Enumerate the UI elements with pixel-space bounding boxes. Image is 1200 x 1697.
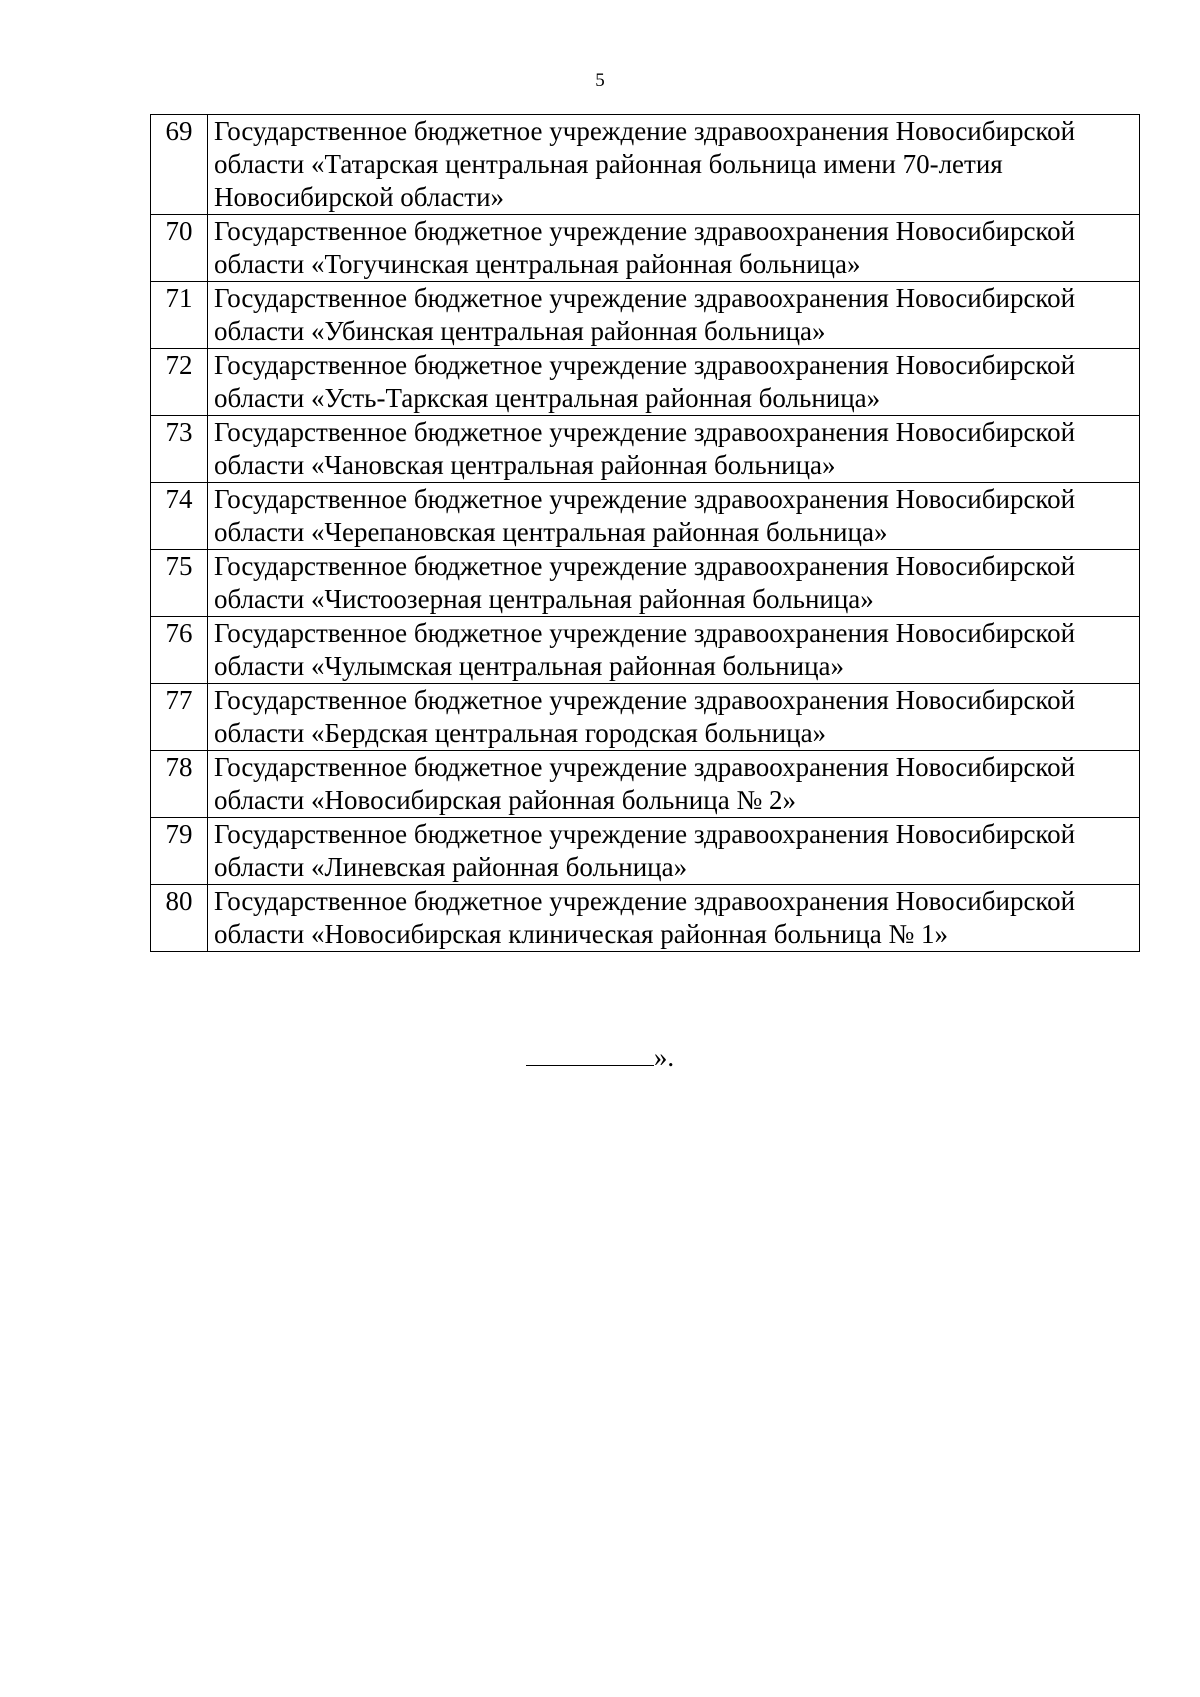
institution-name: Государственное бюджетное учреждение здравоохранения Новосибирской области «Усть-Таркская центральная районная больница» [208,349,1140,416]
institutions-table-body [151,115,1140,952]
institution-name: Государственное бюджетное учреждение здравоохранения Новосибирской области «Чистоозерная центральная районная больница» [208,550,1140,617]
row-number: 75 [151,550,208,617]
table-row [151,550,1140,617]
row-number: 80 [151,885,208,952]
row-number: 74 [151,483,208,550]
table-row [151,885,1140,952]
table-row [151,483,1140,550]
institution-name: Государственное бюджетное учреждение здравоохранения Новосибирской области «Бердская центральная городская больница» [208,684,1140,751]
institutions-table [150,114,1140,952]
table-row [151,282,1140,349]
closing-line [0,1037,1200,1074]
row-number: 69 [151,115,208,215]
row-number: 73 [151,416,208,483]
row-number: 79 [151,818,208,885]
institution-name: Государственное бюджетное учреждение здравоохранения Новосибирской области «Новосибирская районная больница № 2» [208,751,1140,818]
table-row [151,818,1140,885]
institution-name: Государственное бюджетное учреждение здравоохранения Новосибирской области «Новосибирская клиническая районная больница № 1» [208,885,1140,952]
table-row [151,115,1140,215]
table-row [151,751,1140,818]
institution-name: Государственное бюджетное учреждение здравоохранения Новосибирской области «Чулымская центральная районная больница» [208,617,1140,684]
table-row [151,684,1140,751]
institution-name: Государственное бюджетное учреждение здравоохранения Новосибирской области «Убинская центральная районная больница» [208,282,1140,349]
institution-name: Государственное бюджетное учреждение здравоохранения Новосибирской области «Татарская центральная районная больница имени 70-летия Новосибирской области» [208,115,1140,215]
row-number: 77 [151,684,208,751]
table-row [151,349,1140,416]
closing-quote-mark: ». [653,1042,675,1072]
row-number: 70 [151,215,208,282]
table-row [151,617,1140,684]
row-number: 78 [151,751,208,818]
institution-name: Государственное бюджетное учреждение здравоохранения Новосибирской области «Чановская центральная районная больница» [208,416,1140,483]
page-number: 5 [595,70,605,91]
row-number: 76 [151,617,208,684]
institution-name: Государственное бюджетное учреждение здравоохранения Новосибирской области «Тогучинская центральная районная больница» [208,215,1140,282]
row-number: 72 [151,349,208,416]
row-number: 71 [151,282,208,349]
signature-underline [526,1037,654,1066]
table-row [151,416,1140,483]
table-row [151,215,1140,282]
institution-name: Государственное бюджетное учреждение здравоохранения Новосибирской области «Черепановская центральная районная больница» [208,483,1140,550]
institution-name: Государственное бюджетное учреждение здравоохранения Новосибирской области «Линевская районная больница» [208,818,1140,885]
